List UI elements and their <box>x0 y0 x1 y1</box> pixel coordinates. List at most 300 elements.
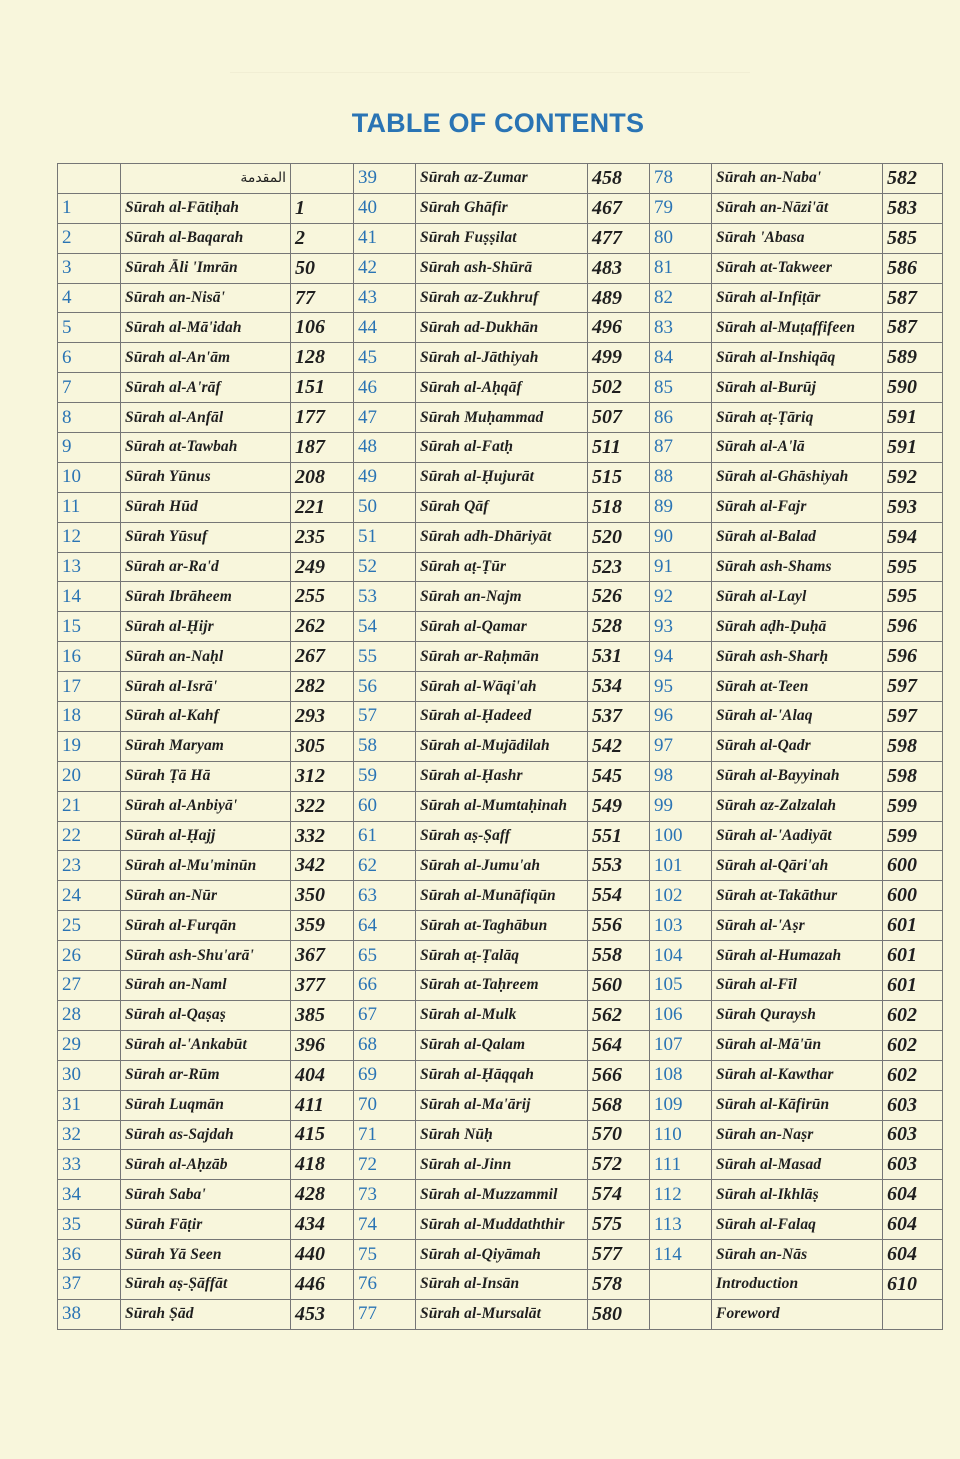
surah-name: Sūrah an-Nūr <box>121 881 291 911</box>
surah-name: Sūrah al-Mursalāt <box>416 1299 588 1329</box>
page-number: 603 <box>883 1120 943 1150</box>
surah-number: 109 <box>650 1090 712 1120</box>
table-row <box>58 791 943 821</box>
surah-number: 89 <box>650 492 712 522</box>
surah-number: 38 <box>58 1299 121 1329</box>
surah-number: 47 <box>354 403 416 433</box>
surah-name: Sūrah aṭ-Ṭalāq <box>416 941 588 971</box>
surah-number: 61 <box>354 821 416 851</box>
surah-name: Introduction <box>712 1269 883 1299</box>
surah-number: 10 <box>58 462 121 492</box>
page-title: TABLE OF CONTENTS <box>351 108 645 138</box>
surah-number: 81 <box>650 253 712 283</box>
page-number: 2 <box>291 223 354 253</box>
table-row <box>58 462 943 492</box>
page-number: 467 <box>588 193 650 223</box>
page-number: 177 <box>291 403 354 433</box>
surah-name: Sūrah al-Jumu'ah <box>416 851 588 881</box>
surah-name: Sūrah aṣ-Ṣāffāt <box>121 1269 291 1299</box>
table-row <box>58 851 943 881</box>
page-number: 554 <box>588 881 650 911</box>
table-row <box>58 672 943 702</box>
surah-name: Sūrah Ṭā Hā <box>121 761 291 791</box>
surah-name: Sūrah ash-Sharḥ <box>712 642 883 672</box>
surah-number: 24 <box>58 881 121 911</box>
surah-number: 48 <box>354 433 416 463</box>
page-number: 128 <box>291 343 354 373</box>
table-row <box>58 1299 943 1329</box>
surah-number: 16 <box>58 642 121 672</box>
surah-number: 51 <box>354 522 416 552</box>
surah-name: Sūrah al-Muddaththir <box>416 1210 588 1240</box>
surah-name: Sūrah an-Nisā' <box>121 283 291 313</box>
surah-name: Sūrah aṭ-Ṭāriq <box>712 403 883 433</box>
page-number: 586 <box>883 253 943 283</box>
surah-number <box>650 1269 712 1299</box>
page-number: 596 <box>883 612 943 642</box>
surah-number: 36 <box>58 1240 121 1270</box>
surah-name: Sūrah al-Inshiqāq <box>712 343 883 373</box>
surah-name: Sūrah al-Mujādilah <box>416 731 588 761</box>
table-row <box>58 164 943 194</box>
surah-name: Sūrah aḍh-Ḍuḥā <box>712 612 883 642</box>
surah-name: Sūrah ad-Dukhān <box>416 313 588 343</box>
page-number: 601 <box>883 971 943 1001</box>
surah-number: 97 <box>650 731 712 761</box>
surah-name: Sūrah al-Bayyinah <box>712 761 883 791</box>
page-number: 255 <box>291 582 354 612</box>
surah-name: Sūrah al-Qalam <box>416 1030 588 1060</box>
surah-name: Sūrah al-Ḥāqqah <box>416 1060 588 1090</box>
surah-name: Sūrah az-Zumar <box>416 164 588 194</box>
page-number: 293 <box>291 702 354 732</box>
surah-number: 114 <box>650 1240 712 1270</box>
surah-number: 66 <box>354 971 416 1001</box>
surah-number: 101 <box>650 851 712 881</box>
page-number: 499 <box>588 343 650 373</box>
surah-name: Sūrah an-Naba' <box>712 164 883 194</box>
surah-number: 63 <box>354 881 416 911</box>
surah-name: Sūrah al-Aḥzāb <box>121 1150 291 1180</box>
page-number: 580 <box>588 1299 650 1329</box>
surah-name: Sūrah al-Layl <box>712 582 883 612</box>
surah-name: Sūrah at-Tawbah <box>121 433 291 463</box>
surah-name: Sūrah as-Sajdah <box>121 1120 291 1150</box>
surah-number: 1 <box>58 193 121 223</box>
surah-name: Sūrah al-Muzzammil <box>416 1180 588 1210</box>
surah-name: Sūrah al-Anfāl <box>121 403 291 433</box>
page-number: 342 <box>291 851 354 881</box>
page-number: 187 <box>291 433 354 463</box>
page-number: 77 <box>291 283 354 313</box>
surah-name: Sūrah al-Ḥujurāt <box>416 462 588 492</box>
page-number: 483 <box>588 253 650 283</box>
surah-name: Sūrah an-Nās <box>712 1240 883 1270</box>
surah-name: Sūrah al-Infiṭār <box>712 283 883 313</box>
surah-number: 113 <box>650 1210 712 1240</box>
page-number: 221 <box>291 492 354 522</box>
surah-number: 70 <box>354 1090 416 1120</box>
surah-name: Sūrah Yūsuf <box>121 522 291 552</box>
surah-number: 112 <box>650 1180 712 1210</box>
surah-name: Sūrah ar-Ra'd <box>121 552 291 582</box>
page-number: 526 <box>588 582 650 612</box>
page-number: 404 <box>291 1060 354 1090</box>
surah-number: 41 <box>354 223 416 253</box>
surah-number: 15 <box>58 612 121 642</box>
table-row <box>58 941 943 971</box>
page-number: 599 <box>883 791 943 821</box>
surah-number: 106 <box>650 1000 712 1030</box>
surah-name: Sūrah 'Abasa <box>712 223 883 253</box>
table-row <box>58 642 943 672</box>
surah-number: 53 <box>354 582 416 612</box>
page-number: 377 <box>291 971 354 1001</box>
surah-name: Sūrah al-Furqān <box>121 911 291 941</box>
page-number: 502 <box>588 373 650 403</box>
page-number: 593 <box>883 492 943 522</box>
surah-name: Sūrah al-Mā'idah <box>121 313 291 343</box>
table-row <box>58 971 943 1001</box>
page-number: 562 <box>588 1000 650 1030</box>
page-number: 587 <box>883 283 943 313</box>
page-number: 594 <box>883 522 943 552</box>
surah-name: Sūrah al-An'ām <box>121 343 291 373</box>
page-number: 235 <box>291 522 354 552</box>
page-number: 418 <box>291 1150 354 1180</box>
surah-name: Sūrah al-Ikhlāṣ <box>712 1180 883 1210</box>
table-row <box>58 1150 943 1180</box>
surah-number: 111 <box>650 1150 712 1180</box>
table-row <box>58 1210 943 1240</box>
surah-number: 32 <box>58 1120 121 1150</box>
page-number: 583 <box>883 193 943 223</box>
surah-name: Sūrah al-Mu'minūn <box>121 851 291 881</box>
surah-number <box>650 1299 712 1329</box>
page-number: 592 <box>883 462 943 492</box>
surah-name: Sūrah az-Zukhruf <box>416 283 588 313</box>
page-number: 591 <box>883 403 943 433</box>
surah-number: 96 <box>650 702 712 732</box>
surah-name: Sūrah al-Qāri'ah <box>712 851 883 881</box>
surah-number: 87 <box>650 433 712 463</box>
table-row <box>58 1060 943 1090</box>
surah-name: Sūrah Fuṣṣilat <box>416 223 588 253</box>
surah-name: Sūrah al-Humazah <box>712 941 883 971</box>
table-row <box>58 702 943 732</box>
surah-name: Sūrah al-Aḥqāf <box>416 373 588 403</box>
surah-number: 14 <box>58 582 121 612</box>
surah-number: 102 <box>650 881 712 911</box>
surah-number: 26 <box>58 941 121 971</box>
surah-number: 103 <box>650 911 712 941</box>
surah-name: Sūrah al-Kahf <box>121 702 291 732</box>
surah-name: Sūrah al-'Aadiyāt <box>712 821 883 851</box>
surah-name: Sūrah al-Falaq <box>712 1210 883 1240</box>
surah-name: Sūrah ar-Rūm <box>121 1060 291 1090</box>
surah-number: 42 <box>354 253 416 283</box>
table-row <box>58 223 943 253</box>
page-number: 572 <box>588 1150 650 1180</box>
surah-name: Sūrah al-Kāfirūn <box>712 1090 883 1120</box>
surah-number: 52 <box>354 552 416 582</box>
surah-name: Sūrah Fāṭir <box>121 1210 291 1240</box>
surah-name: Sūrah at-Teen <box>712 672 883 702</box>
surah-number: 49 <box>354 462 416 492</box>
surah-number: 39 <box>354 164 416 194</box>
page-number: 434 <box>291 1210 354 1240</box>
surah-name: Sūrah ash-Shūrā <box>416 253 588 283</box>
surah-number: 57 <box>354 702 416 732</box>
surah-number: 76 <box>354 1269 416 1299</box>
page-number: 585 <box>883 223 943 253</box>
surah-number: 9 <box>58 433 121 463</box>
table-row <box>58 253 943 283</box>
page-number: 531 <box>588 642 650 672</box>
surah-number: 54 <box>354 612 416 642</box>
surah-name: Sūrah al-Qamar <box>416 612 588 642</box>
page-number: 610 <box>883 1269 943 1299</box>
surah-name: Sūrah al-Ḥijr <box>121 612 291 642</box>
surah-name: Sūrah al-Ghāshiyah <box>712 462 883 492</box>
surah-number: 34 <box>58 1180 121 1210</box>
surah-number: 74 <box>354 1210 416 1240</box>
page-number: 477 <box>588 223 650 253</box>
surah-number: 28 <box>58 1000 121 1030</box>
table-row <box>58 1180 943 1210</box>
page-number: 262 <box>291 612 354 642</box>
page-number: 587 <box>883 313 943 343</box>
surah-name: Sūrah ash-Shams <box>712 552 883 582</box>
page-number: 385 <box>291 1000 354 1030</box>
surah-name: Sūrah al-Fatḥ <box>416 433 588 463</box>
surah-number: 64 <box>354 911 416 941</box>
page-number: 599 <box>883 821 943 851</box>
surah-number: 93 <box>650 612 712 642</box>
table-row <box>58 731 943 761</box>
surah-number: 91 <box>650 552 712 582</box>
surah-number: 110 <box>650 1120 712 1150</box>
surah-name: Sūrah aṣ-Ṣaff <box>416 821 588 851</box>
page-number: 322 <box>291 791 354 821</box>
surah-name: Sūrah al-Fajr <box>712 492 883 522</box>
surah-number: 95 <box>650 672 712 702</box>
surah-number: 31 <box>58 1090 121 1120</box>
page-number: 428 <box>291 1180 354 1210</box>
surah-name: Sūrah al-'Alaq <box>712 702 883 732</box>
table-row <box>58 433 943 463</box>
surah-number: 50 <box>354 492 416 522</box>
page-number: 520 <box>588 522 650 552</box>
surah-number: 108 <box>650 1060 712 1090</box>
surah-number: 21 <box>58 791 121 821</box>
page-number: 558 <box>588 941 650 971</box>
page-number: 496 <box>588 313 650 343</box>
surah-name: Sūrah al-Muṭaffifeen <box>712 313 883 343</box>
surah-name: Sūrah Yā Seen <box>121 1240 291 1270</box>
surah-name: Sūrah at-Taḥreem <box>416 971 588 1001</box>
surah-name: Sūrah al-Ḥashr <box>416 761 588 791</box>
page-number: 151 <box>291 373 354 403</box>
surah-number: 43 <box>354 283 416 313</box>
page-number: 453 <box>291 1299 354 1329</box>
surah-name: Sūrah Qāf <box>416 492 588 522</box>
surah-number: 55 <box>354 642 416 672</box>
surah-number: 37 <box>58 1269 121 1299</box>
page-number: 1 <box>291 193 354 223</box>
page-number: 367 <box>291 941 354 971</box>
surah-name: Sūrah al-A'lā <box>712 433 883 463</box>
surah-number: 86 <box>650 403 712 433</box>
page-number: 553 <box>588 851 650 881</box>
page-number: 596 <box>883 642 943 672</box>
page-number: 458 <box>588 164 650 194</box>
surah-name: Sūrah Ibrāheem <box>121 582 291 612</box>
table-row <box>58 313 943 343</box>
surah-number: 60 <box>354 791 416 821</box>
surah-name: Sūrah al-Jinn <box>416 1150 588 1180</box>
surah-name: Sūrah al-'Ankabūt <box>121 1030 291 1060</box>
page-number <box>291 164 354 194</box>
surah-number: 46 <box>354 373 416 403</box>
surah-number: 27 <box>58 971 121 1001</box>
page-number: 566 <box>588 1060 650 1090</box>
surah-name: Sūrah adh-Dhāriyāt <box>416 522 588 552</box>
page-number: 595 <box>883 582 943 612</box>
faint-header-rule <box>230 58 750 73</box>
surah-number: 83 <box>650 313 712 343</box>
surah-number: 11 <box>58 492 121 522</box>
surah-number: 19 <box>58 731 121 761</box>
surah-number <box>58 164 121 194</box>
table-row <box>58 492 943 522</box>
toc-table <box>57 163 943 1330</box>
table-row <box>58 373 943 403</box>
page-number: 575 <box>588 1210 650 1240</box>
surah-name: Sūrah Quraysh <box>712 1000 883 1030</box>
surah-number: 82 <box>650 283 712 313</box>
table-row <box>58 582 943 612</box>
surah-name: Sūrah al-Munāfiqūn <box>416 881 588 911</box>
page-number: 440 <box>291 1240 354 1270</box>
page-number: 534 <box>588 672 650 702</box>
surah-name: Sūrah al-A'rāf <box>121 373 291 403</box>
page-number: 604 <box>883 1180 943 1210</box>
page-number: 595 <box>883 552 943 582</box>
page-number: 556 <box>588 911 650 941</box>
page-number: 350 <box>291 881 354 911</box>
page-number: 598 <box>883 731 943 761</box>
page-number: 518 <box>588 492 650 522</box>
surah-number: 8 <box>58 403 121 433</box>
surah-name: Sūrah al-Qaṣaṣ <box>121 1000 291 1030</box>
surah-name: Sūrah al-Qiyāmah <box>416 1240 588 1270</box>
page-number: 528 <box>588 612 650 642</box>
page-number: 604 <box>883 1210 943 1240</box>
surah-number: 80 <box>650 223 712 253</box>
surah-name: المقدمة <box>121 164 291 194</box>
page-number: 589 <box>883 343 943 373</box>
surah-number: 77 <box>354 1299 416 1329</box>
surah-number: 45 <box>354 343 416 373</box>
page-number: 603 <box>883 1090 943 1120</box>
surah-number: 90 <box>650 522 712 552</box>
page-number: 489 <box>588 283 650 313</box>
page-number: 549 <box>588 791 650 821</box>
page-number: 446 <box>291 1269 354 1299</box>
surah-number: 99 <box>650 791 712 821</box>
page-number: 507 <box>588 403 650 433</box>
table-row <box>58 881 943 911</box>
page-number: 598 <box>883 761 943 791</box>
page-number: 582 <box>883 164 943 194</box>
surah-name: Sūrah an-Naḥl <box>121 642 291 672</box>
table-row <box>58 612 943 642</box>
page-number: 602 <box>883 1030 943 1060</box>
surah-number: 73 <box>354 1180 416 1210</box>
surah-number: 65 <box>354 941 416 971</box>
surah-number: 6 <box>58 343 121 373</box>
table-row <box>58 1030 943 1060</box>
surah-name: Sūrah al-Ḥadeed <box>416 702 588 732</box>
table-row <box>58 1240 943 1270</box>
surah-name: Sūrah at-Taghābun <box>416 911 588 941</box>
surah-name: Sūrah al-Isrā' <box>121 672 291 702</box>
surah-name: Sūrah aṭ-Ṭūr <box>416 552 588 582</box>
surah-name: Sūrah al-Anbiyā' <box>121 791 291 821</box>
surah-number: 107 <box>650 1030 712 1060</box>
table-row <box>58 761 943 791</box>
surah-number: 100 <box>650 821 712 851</box>
surah-name: Sūrah al-Masad <box>712 1150 883 1180</box>
surah-number: 85 <box>650 373 712 403</box>
surah-number: 79 <box>650 193 712 223</box>
surah-number: 104 <box>650 941 712 971</box>
surah-name: Sūrah at-Takweer <box>712 253 883 283</box>
page-number: 564 <box>588 1030 650 1060</box>
surah-name: Foreword <box>712 1299 883 1329</box>
table-row <box>58 283 943 313</box>
surah-name: Sūrah al-Mā'ūn <box>712 1030 883 1060</box>
surah-number: 58 <box>354 731 416 761</box>
page-number: 50 <box>291 253 354 283</box>
surah-name: Sūrah al-Baqarah <box>121 223 291 253</box>
surah-name: Sūrah an-Najm <box>416 582 588 612</box>
surah-name: Sūrah Āli 'Imrān <box>121 253 291 283</box>
page-number: 551 <box>588 821 650 851</box>
surah-number: 98 <box>650 761 712 791</box>
page-number: 568 <box>588 1090 650 1120</box>
surah-name: Sūrah ar-Raḥmān <box>416 642 588 672</box>
table-row <box>58 1120 943 1150</box>
surah-number: 3 <box>58 253 121 283</box>
page-number: 396 <box>291 1030 354 1060</box>
surah-number: 13 <box>58 552 121 582</box>
surah-name: Sūrah Hūd <box>121 492 291 522</box>
surah-number: 84 <box>650 343 712 373</box>
surah-number: 75 <box>354 1240 416 1270</box>
page-number: 106 <box>291 313 354 343</box>
page-number: 597 <box>883 702 943 732</box>
surah-number: 18 <box>58 702 121 732</box>
page-number: 601 <box>883 911 943 941</box>
page-number: 537 <box>588 702 650 732</box>
surah-name: Sūrah Luqmān <box>121 1090 291 1120</box>
page-number: 542 <box>588 731 650 761</box>
page-number: 208 <box>291 462 354 492</box>
surah-name: Sūrah Ghāfir <box>416 193 588 223</box>
surah-name: Sūrah al-Fīl <box>712 971 883 1001</box>
